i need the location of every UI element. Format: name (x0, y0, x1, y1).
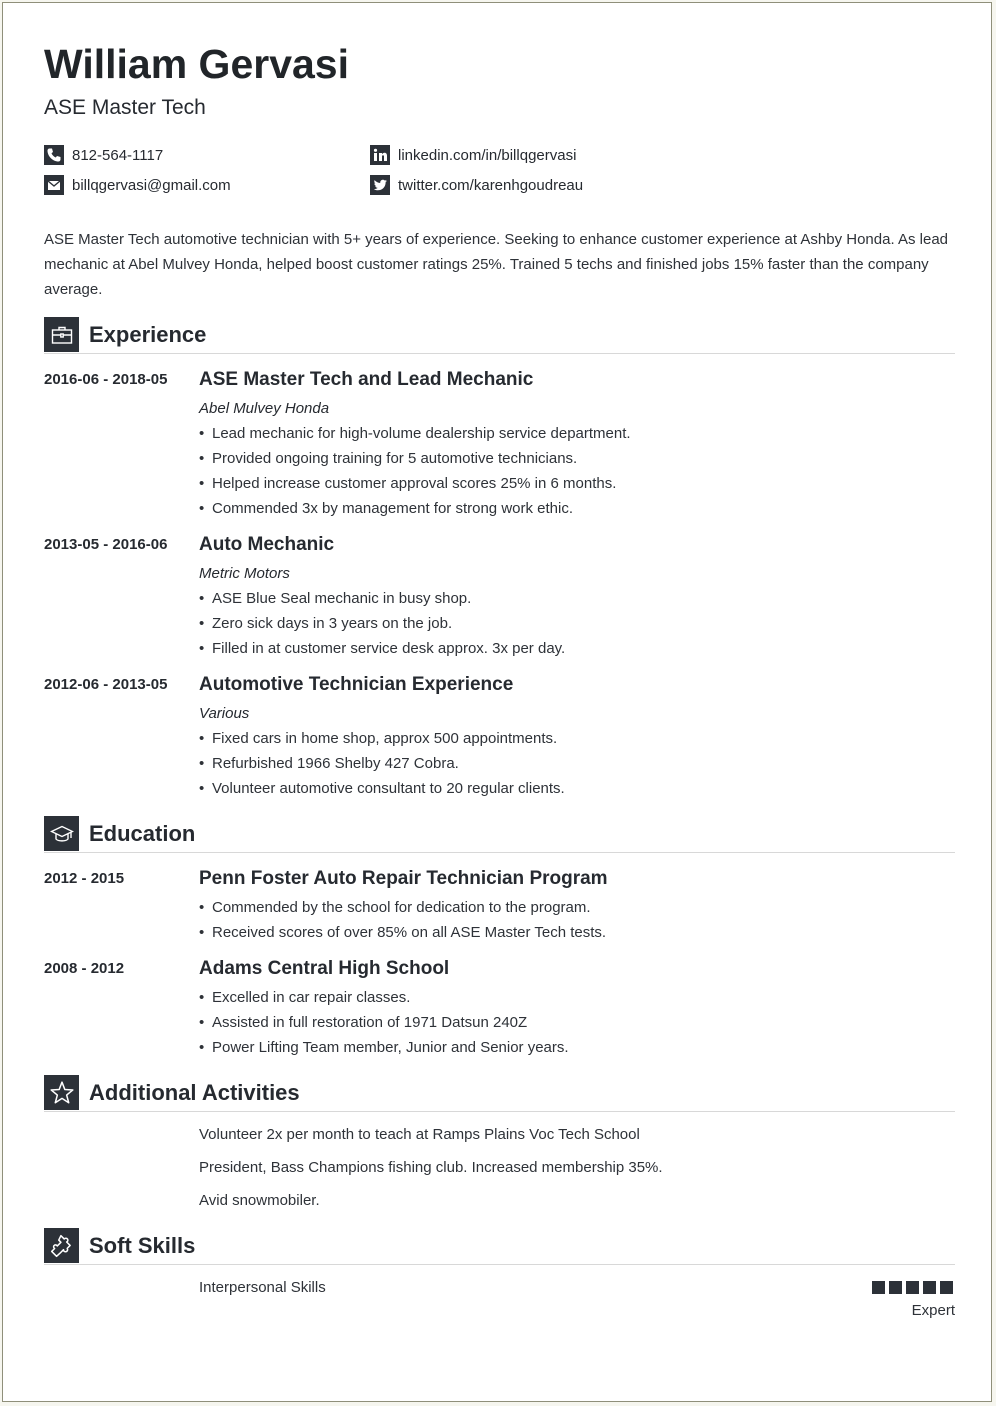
bullet-item: • Helped increase customer approval scores 25% in 6 months. (199, 471, 631, 496)
skills-section-header (44, 1228, 955, 1265)
bullet-item: • Filled in at customer service desk approx. 3x per day. (199, 636, 565, 661)
skill-level: Expert (911, 1302, 955, 1319)
bullet-item: • ASE Blue Seal mechanic in busy shop. (199, 586, 565, 611)
bullet-item: • Provided ongoing training for 5 automotive technicians. (199, 446, 631, 471)
rating-dot (872, 1281, 885, 1294)
bullet-item: • Received scores of over 85% on all ASE Master Tech tests. (199, 920, 606, 945)
twitter-text[interactable]: twitter.com/karenhgoudreau (398, 176, 584, 194)
experience-section-header (44, 317, 955, 354)
job-dates: 2012-06 - 2013-05 (44, 676, 168, 693)
phone-icon (44, 145, 64, 165)
job-company: Various (199, 705, 250, 722)
candidate-name: William Gervasi (44, 41, 349, 87)
bullet-item: • Commended by the school for dedication to the program. (199, 895, 606, 920)
activities-section-header (44, 1075, 955, 1112)
education-bullets (199, 985, 569, 1060)
phone-text[interactable]: 812-564-1117 (72, 146, 164, 164)
job-title: Automotive Technician Experience (199, 674, 514, 695)
activity-item: Avid snowmobiler. (199, 1192, 320, 1209)
job-company: Abel Mulvey Honda (199, 400, 330, 417)
linkedin-icon (370, 145, 390, 165)
contact-linkedin (370, 144, 576, 166)
briefcase-icon (44, 317, 79, 352)
star-icon (44, 1075, 79, 1110)
resume-page (2, 2, 992, 1402)
skills-heading: Soft Skills (89, 1233, 196, 1258)
rating-dot (923, 1281, 936, 1294)
activity-item: Volunteer 2x per month to teach at Ramps Plains Voc Tech School (199, 1126, 640, 1143)
job-dates: 2016-06 - 2018-05 (44, 371, 168, 388)
bullet-item: • Volunteer automotive consultant to 20 regular clients. (199, 776, 565, 801)
rating-dot (889, 1281, 902, 1294)
activity-item: President, Bass Champions fishing club. Increased membership 35%. (199, 1159, 663, 1176)
job-title: ASE Master Tech and Lead Mechanic (199, 369, 534, 390)
envelope-icon (44, 175, 64, 195)
contact-twitter (370, 174, 583, 196)
professional-summary: ASE Master Tech automotive technician with 5+ years of experience. Seeking to enhance customer experience at Ashby Honda. As lead mechanic at Abel Mulvey Honda, helped boost customer ratings 25%. Trained 5 techs and finished jobs 15% faster than the company average. (44, 231, 948, 298)
activities-heading: Additional Activities (89, 1080, 300, 1105)
experience-heading: Experience (89, 322, 207, 347)
education-bullets (199, 895, 606, 945)
education-section-header (44, 816, 955, 853)
job-bullets (199, 586, 565, 661)
education-dates: 2012 - 2015 (44, 870, 125, 887)
linkedin-text[interactable]: linkedin.com/in/billqgervasi (398, 146, 577, 164)
job-bullets (199, 726, 565, 801)
education-dates: 2008 - 2012 (44, 960, 125, 977)
rating-dot (906, 1281, 919, 1294)
rating-dot (940, 1281, 953, 1294)
puzzle-piece-icon (44, 1228, 79, 1263)
bullet-item: • Excelled in car repair classes. (199, 985, 569, 1010)
job-dates: 2013-05 - 2016-06 (44, 536, 168, 553)
job-company: Metric Motors (199, 565, 290, 582)
contact-phone (44, 144, 163, 166)
school-name: Adams Central High School (199, 958, 450, 979)
twitter-icon (370, 175, 390, 195)
school-name: Penn Foster Auto Repair Technician Program (199, 868, 608, 889)
job-title: Auto Mechanic (199, 534, 335, 555)
contact-email (44, 174, 231, 196)
bullet-item: • Fixed cars in home shop, approx 500 appointments. (199, 726, 565, 751)
job-bullets (199, 421, 631, 521)
bullet-item: • Lead mechanic for high-volume dealership service department. (199, 421, 631, 446)
bullet-item: • Assisted in full restoration of 1971 Datsun 240Z (199, 1010, 569, 1035)
skill-rating (872, 1281, 953, 1294)
skill-name: Interpersonal Skills (199, 1279, 326, 1296)
education-heading: Education (89, 821, 196, 846)
email-text[interactable]: billqgervasi@gmail.com (72, 176, 231, 194)
bullet-item: • Commended 3x by management for strong work ethic. (199, 496, 631, 521)
candidate-title: ASE Master Tech (44, 96, 206, 119)
bullet-item: • Power Lifting Team member, Junior and Senior years. (199, 1035, 569, 1060)
graduation-cap-icon (44, 816, 79, 851)
bullet-item: • Zero sick days in 3 years on the job. (199, 611, 565, 636)
bullet-item: • Refurbished 1966 Shelby 427 Cobra. (199, 751, 565, 776)
